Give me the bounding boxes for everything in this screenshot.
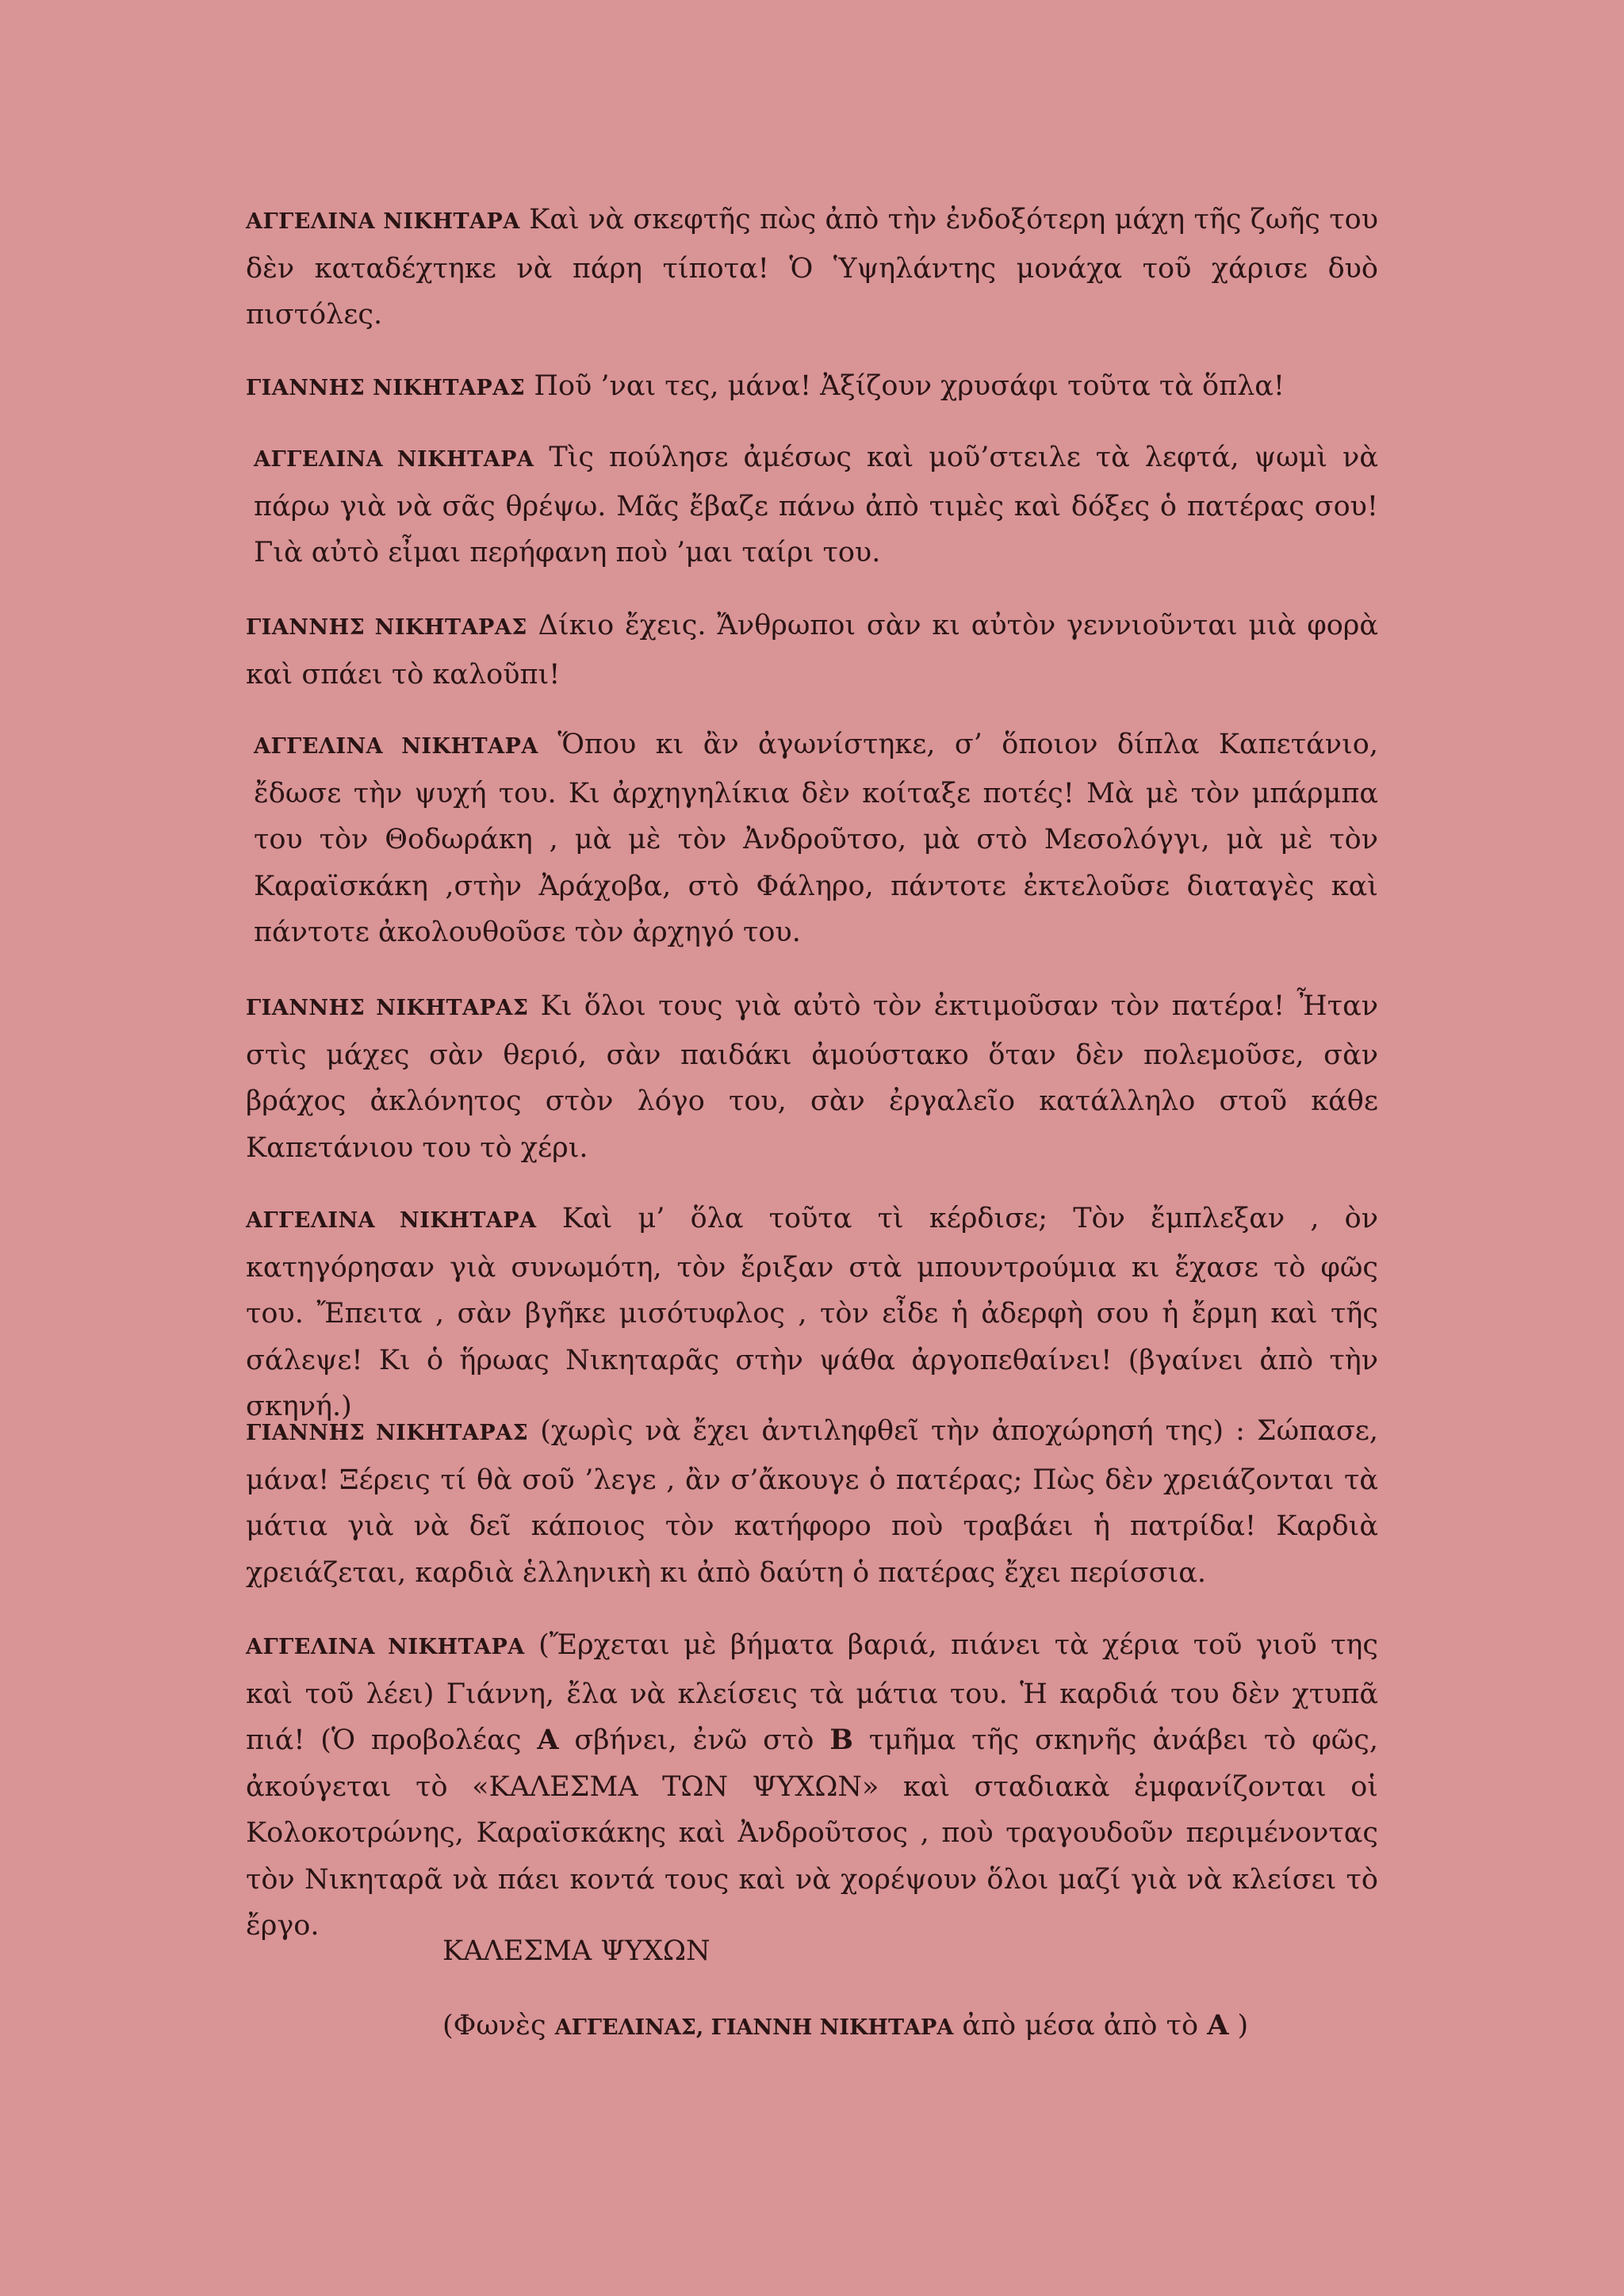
speaker-name: ΑΓΓΕΛΙΝΑ ΝΙΚΗΤΑΡΑ xyxy=(246,209,520,234)
speaker-name: ΓΙΑΝΝΗΣ ΝΙΚΗΤΑΡΑΣ xyxy=(246,1421,529,1445)
section-title: ΚΑΛΕΣΜΑ ΨΥΧΩΝ xyxy=(442,1935,710,1967)
voices-middle: ἀπὸ μέσα ἀπὸ τὸ xyxy=(962,2010,1199,2042)
dialogue-line xyxy=(246,1408,1378,1596)
dialogue-text: (Ἔρχεται μὲ βήματα βαριά, πιάνει τὰ χέρια τοῦ γιοῦ της καὶ τοῦ λέει) Γιάννη, ἔλα νὰ κλείσεις τὰ μάτια του. Ἡ καρδιά του δὲν χτυπᾶ πιά! (Ὁ προβολέας xyxy=(246,1629,1378,1756)
speaker-name: ΑΓΓΕΛΙΝΑ ΝΙΚΗΤΑΡΑ xyxy=(254,447,534,472)
dialogue-text: Καὶ μ’ ὅλα τοῦτα τὶ κέρδισε; Τὸν ἔμπλεξαν , ὸν κατηγόρησαν γιὰ συνωμότη, τὸν ἔριξαν στὰ μπουντρούμια κι ἔχασε τὸ φῶς του. Ἔπειτα , σὰν βγῆκε μισότυφλος , τὸν εἶδε ἡ ἀδερφὴ σου ἡ ἔρμη καὶ τῆς σάλεψε! Κι ὁ ἥρωας Νικηταρᾶς στὴν ψάθα ἀργοπεθαίνει! (βγαίνει ἀπὸ τὴν σκηνή.) xyxy=(246,1203,1378,1422)
dialogue-text: Καὶ νὰ σκεφτῆς πὼς ἀπὸ τὴν ἐνδοξότερη μάχη τῆς ζωῆς του δὲν καταδέχτηκε νὰ πάρη τίποτα! Ὁ Ὑψηλάντης μονάχα τοῦ χάρισε δυὸ πιστόλες. xyxy=(246,204,1378,331)
voices-names: ΑΓΓΕΛΙΝΑΣ, ΓΙΑΝΝΗ ΝΙΚΗΤΑΡΑ xyxy=(554,2015,954,2040)
final-stage-direction xyxy=(246,1622,1378,1950)
dialogue-text: σβήνει, ἐνῶ στὸ xyxy=(574,1724,814,1756)
dialogue-line xyxy=(246,603,1378,698)
speaker-name: ΓΙΑΝΝΗΣ ΝΙΚΗΤΑΡΑΣ xyxy=(246,996,529,1020)
dialogue-text: Τὶς πούλησε ἀμέσως καὶ μοῦ’στειλε τὰ λεφτά, ψωμὶ νὰ πάρω γιὰ νὰ σᾶς θρέψω. Μᾶς ἔβαζε πάνω ἀπὸ τιμὲς καὶ δόξες ὁ πατέρας σου! Γιὰ αὐτὸ εἶμαι περήφανη ποὺ ’μαι ταίρι του. xyxy=(254,442,1378,568)
dialogue-text: Κι ὅλοι τους γιὰ αὐτὸ τὸν ἐκτιμοῦσαν τὸν πατέρα! Ἦταν στὶς μάχες σὰν θεριό, σὰν παιδάκι ἀμούστακο ὅταν δὲν πολεμοῦσε, σὰν βράχος ἀκλόνητος στὸν λόγο του, σὰν ἐργαλεῖο κατάλληλο στοῦ κάθε Καπετάνιου του τὸ χέρι. xyxy=(246,990,1378,1164)
voices-open: (Φωνὲς xyxy=(442,2010,546,2042)
dialogue-line xyxy=(246,721,1378,956)
voices-direction xyxy=(442,2003,1248,2051)
speaker-name: ΓΙΑΝΝΗΣ ΝΙΚΗΤΑΡΑΣ xyxy=(246,615,527,640)
speaker-name: ΓΙΑΝΝΗΣ ΝΙΚΗΤΑΡΑΣ xyxy=(246,376,526,400)
speaker-name: ΑΓΓΕΛΙΝΑ ΝΙΚΗΤΑΡΑ xyxy=(246,1635,525,1659)
dialogue-line xyxy=(246,434,1378,576)
dialogue-text: (χωρὶς νὰ ἔχει ἀντιληφθεῖ τὴν ἀποχώρησή της) : Σώπασε, μάνα! Ξέρεις τί θὰ σοῦ ’λεγε , ἂν σ’ἄκουγε ὁ πατέρας; Πὼς δὲν χρειάζονται τὰ μάτια γιὰ νὰ δεῖ κάποιος τὸν κατήφορο ποὺ τραβάει ἡ πατρίδα! Καρδιὰ χρειάζεται, καρδιὰ ἑλληνικὴ κι ἀπὸ δαύτη ὁ πατέρας ἔχει περίσσια. xyxy=(246,1415,1378,1589)
dialogue-text: Ποῦ ’ναι τες, μάνα! Ἀξίζουν χρυσάφι τοῦτα τὰ ὅπλα! xyxy=(534,370,1285,402)
dialogue-text: τμῆμα τῆς σκηνῆς ἀνάβει τὸ φῶς, ἀκούγεται τὸ «ΚΑΛΕΣΜΑ ΤΩΝ ΨΥΧΩΝ» καὶ σταδιακὰ ἐμφανίζονται οἱ Κολοκοτρώνης, Καραϊσκάκης καὶ Ἀνδροῦτσος , ποὺ τραγουδοῦν περιμένοντας τὸν Νικηταρᾶ νὰ πάει κοντά τους καὶ νὰ χορέψουν ὅλοι μαζί γιὰ νὰ κλείσει τὸ ἔργο. xyxy=(246,1724,1379,1942)
dialogue-line xyxy=(246,1196,1378,1430)
speaker-name: ΑΓΓΕΛΙΝΑ ΝΙΚΗΤΑΡΑ xyxy=(254,734,538,759)
speaker-name: ΑΓΓΕΛΙΝΑ ΝΙΚΗΤΑΡΑ xyxy=(246,1208,537,1233)
dialogue-line xyxy=(246,983,1378,1171)
dialogue-line xyxy=(246,363,1378,412)
dialogue-line xyxy=(246,197,1378,339)
stage-marker: Α xyxy=(1207,2009,1229,2042)
stage-marker: Α xyxy=(537,1724,559,1756)
dialogue-text: Ὅπου κι ἂν ἀγωνίστηκε, σ’ ὅποιον δίπλα Καπετάνιο, ἔδωσε τὴν ψυχή του. Κι ἀρχηγηλίκια δὲν κοίταξε ποτές! Μὰ μὲ τὸν μπάρμπα του τὸν Θοδωράκη , μὰ μὲ τὸν Ἀνδροῦτσο, μὰ στὸ Μεσολόγγι, μὰ μὲ τὸν Καραϊσκάκη ,στὴν Ἀράχοβα, στὸ Φάληρο, πάντοτε ἐκτελοῦσε διαταγὲς καὶ πάντοτε ἀκολουθοῦσε τὸν ἀρχηγό του. xyxy=(254,729,1378,948)
dialogue-text: Δίκιο ἔχεις. Ἄνθρωποι σὰν κι αὐτὸν γεννιοῦνται μιὰ φορὰ καὶ σπάει τὸ καλοῦπι! xyxy=(246,610,1378,691)
stage-marker: Β xyxy=(829,1724,853,1756)
voices-close: ) xyxy=(1237,2010,1249,2042)
